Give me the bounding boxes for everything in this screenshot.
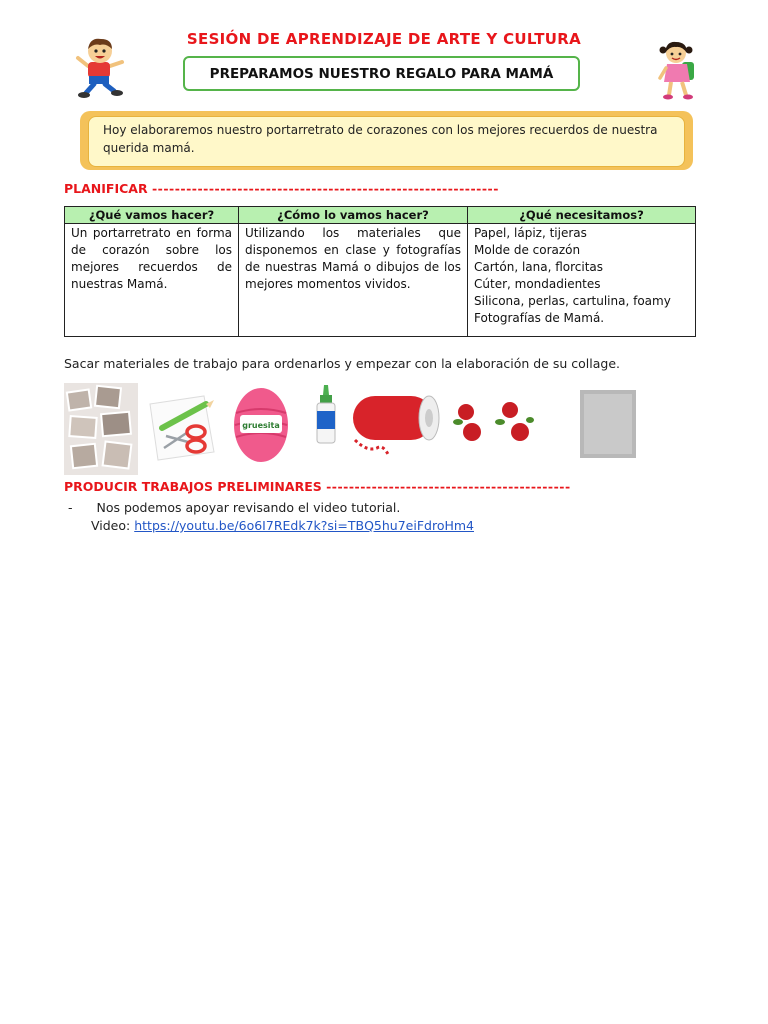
cell-needs [468,224,696,337]
planning-table-header-row [65,207,696,224]
producir-divider: ------------------------------------------- [326,479,571,494]
silver-foamy-sheet-image [580,390,636,458]
scissors-and-pencil-image [144,390,220,462]
red-flowers-image [452,398,534,446]
list-item: Fotografías de Mamá. [474,311,605,325]
lesson-subtitle-box [183,56,580,91]
cell-what: Un portarretrato en forma de corazón sobre los mejores recuerdos de nuestras Mamá. [65,224,239,337]
pink-yarn-ball-image [230,385,292,465]
table-row [65,224,696,337]
glue-bottle-image [314,383,338,445]
photo-collage-image [64,383,138,475]
intro-text: Hoy elaboraremos nuestro portarretrato de corazones con los mejores recuerdos de nuestra querida mamá. [103,123,658,155]
producir-heading-line [64,479,694,494]
materials-instruction: Sacar materiales de trabajo para ordenarlos y empezar con la elaboración de su collage. [64,356,621,371]
girl-walking-illustration [652,40,702,100]
planificar-heading: PLANIFICAR [64,181,148,196]
list-item: Cartón, lana, florcitas [474,260,604,274]
producir-heading: PRODUCIR TRABAJOS PRELIMINARES [64,479,322,494]
planificar-divider: ------------------------------------------------------------- [151,181,499,196]
intro-callout [88,116,685,167]
list-item: Molde de corazón [474,243,581,257]
tutorial-bullet [68,500,400,515]
yarn-brand-label: gruesita [242,421,280,430]
list-item: Papel, lápiz, tijeras [474,226,587,240]
red-bead-spool-image [343,390,443,464]
column-header-what: ¿Qué vamos hacer? [65,207,239,224]
column-header-how: ¿Cómo lo vamos hacer? [239,207,468,224]
video-link[interactable]: https://youtu.be/6o6I7REdk7k?si=TBQ5hu7eiFdroHm4 [134,518,474,533]
video-label: Video: [91,518,131,533]
column-header-needs: ¿Qué necesitamos? [468,207,696,224]
cell-how: Utilizando los materiales que disponemos en clase y fotografías de nuestras Mamá o dibujos de los mejores momentos vividos. [239,224,468,337]
planificar-heading-line [64,181,694,196]
list-item: Cúter, mondadientes [474,277,601,291]
planning-table [64,206,696,337]
tutorial-text: Nos podemos apoyar revisando el video tutorial. [96,500,401,515]
bullet-marker: - [68,500,73,515]
lesson-subtitle: PREPARAMOS NUESTRO REGALO PARA MAMÁ [209,65,554,82]
video-line [91,518,474,533]
list-item: Silicona, perlas, cartulina, foamy [474,294,671,308]
session-title: SESIÓN DE APRENDIZAJE DE ARTE Y CULTURA [186,30,582,48]
